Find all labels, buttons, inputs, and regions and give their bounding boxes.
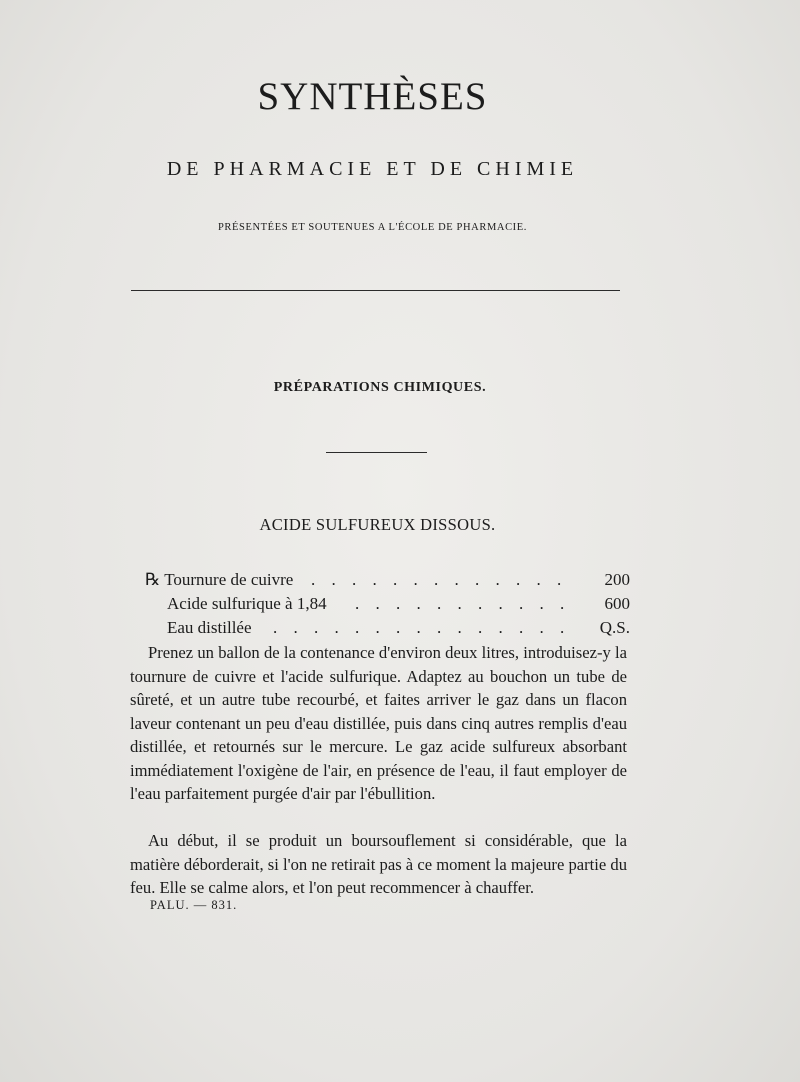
recipe-leader-dots: . . . . . . . . . . . bbox=[355, 594, 571, 613]
recipe-leader-dots: . . . . . . . . . . . . . . . bbox=[273, 618, 571, 637]
section-heading: PRÉPARATIONS CHIMIQUES. bbox=[273, 380, 487, 395]
recipe-quantity: Q.S. bbox=[599, 618, 630, 637]
page-subtitle-secondary: PRÉSENTÉES ET SOUTENUES A L'ÉCOLE DE PHARMACIE. bbox=[217, 222, 528, 233]
recipe-symbol: ℞ bbox=[145, 570, 161, 589]
subsection-heading: ACIDE SULFUREUX DISSOUS. bbox=[259, 515, 496, 534]
recipe-line-name: Eau distillée bbox=[167, 618, 252, 637]
body-paragraph: Prenez un ballon de la contenance d'environ deux litres, introduisez-y la tournure de cuivre et l'acide sulfurique. Adaptez au bouchon un tube de sûreté, et un autre tube recourbé, et faites arriver le gaz dans un flacon laveur contenant un peu d'eau distillée, puis dans cinq autres remplis d'eau distillée, et retournés sur le mercure. Le gaz acide sulfureux absorbant immédiatement l'oxigène de l'air, en présence de l'eau, il faut employer de l'eau parfaitement purgée d'air par l'ébullition. bbox=[130, 643, 627, 803]
recipe-line bbox=[145, 616, 630, 640]
recipe-line bbox=[145, 568, 630, 592]
recipe-quantity: 600 bbox=[604, 594, 630, 613]
footer-signature: PALU. — 831. bbox=[150, 898, 238, 912]
recipe-leader-dots: . . . . . . . . . . . . . bbox=[311, 570, 568, 589]
recipe-line-name: ℞ Tournure de cuivre bbox=[145, 570, 294, 589]
page-title: SYNTHÈSES bbox=[257, 75, 488, 118]
divider-short bbox=[326, 452, 427, 453]
page-subtitle: DE PHARMACIE ET DE CHIMIE bbox=[166, 158, 579, 180]
body-paragraph: Au début, il se produit un boursouflement si considérable, que la matière déborderait, si l'on ne retirait pas à ce moment la majeure partie du feu. Elle se calme alors, et l'on peut recommencer à chauffer. bbox=[130, 831, 627, 897]
divider-long bbox=[131, 290, 620, 291]
recipe-quantity: 200 bbox=[604, 570, 630, 589]
recipe-line-name: Acide sulfurique à 1,84 bbox=[167, 594, 327, 613]
recipe-line bbox=[145, 592, 630, 616]
